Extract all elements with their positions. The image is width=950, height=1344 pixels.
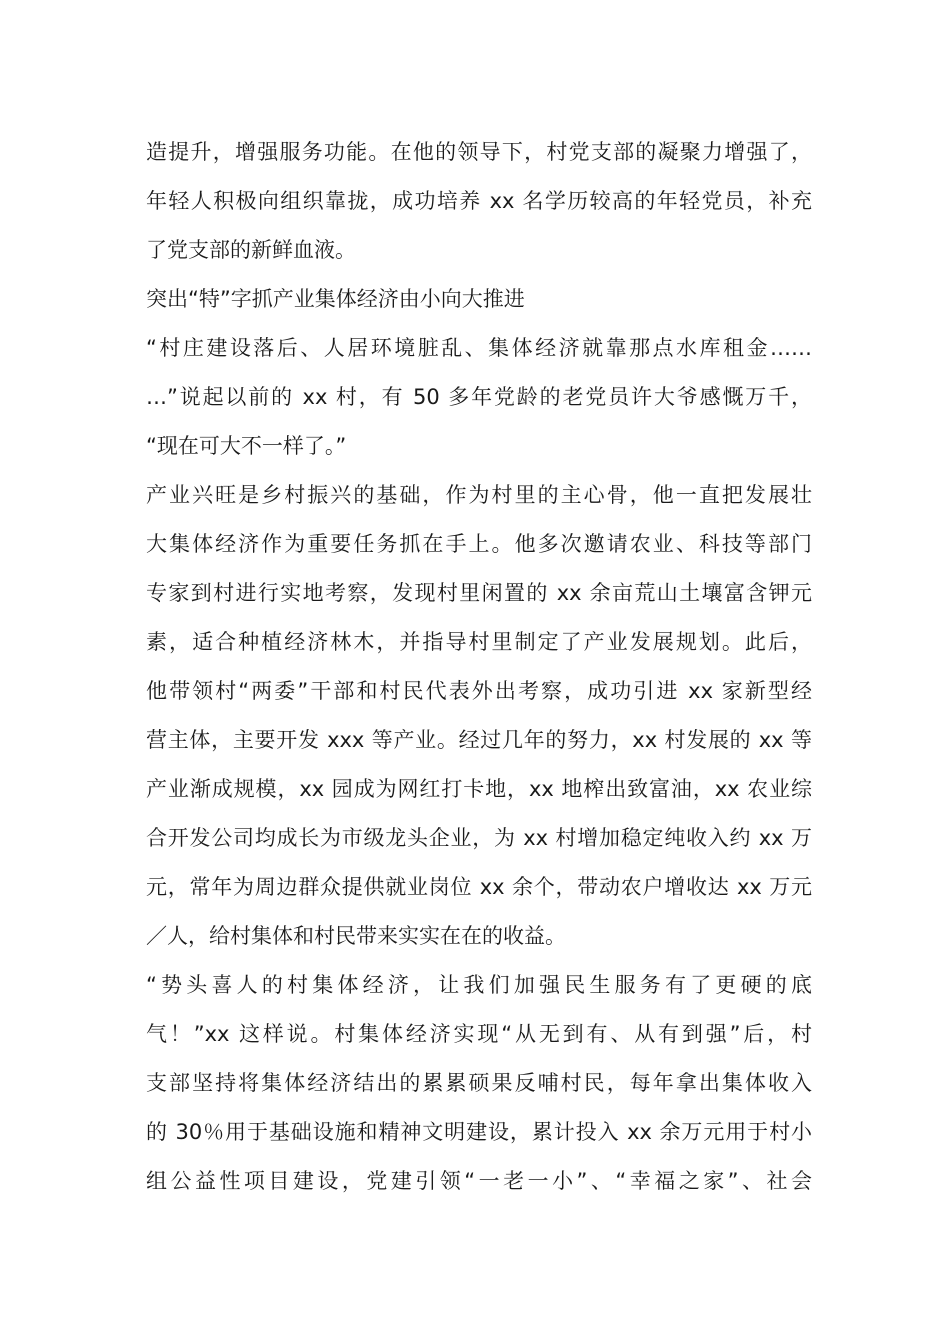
text-line: …”说起以前的 xx 村，有 50 多年党龄的老党员许大爷感慨万千，: [146, 385, 812, 409]
text-line: “势头喜人的村集体经济，让我们加强民生服务有了更硬的底: [146, 973, 812, 997]
text-line: 素，适合种植经济林木，并指导村里制定了产业发展规划。此后，: [146, 630, 812, 654]
text-line: 了党支部的新鲜血液。: [146, 238, 356, 262]
text-line: 元，常年为周边群众提供就业岗位 xx 余个，带动农户增收达 xx 万元: [146, 875, 812, 899]
paragraph: [146, 471, 812, 961]
text-line: 专家到村进行实地考察，发现村里闲置的 xx 余亩荒山土壤富含钾元: [146, 581, 812, 605]
text-line: 产业兴旺是乡村振兴的基础，作为村里的主心骨，他一直把发展壮: [146, 483, 812, 507]
text-line: 产业渐成规模，xx 园成为网红打卡地，xx 地榨出致富油，xx 农业综: [146, 777, 812, 801]
text-line: 合开发公司均成长为市级龙头企业，为 xx 村增加稳定纯收入约 xx 万: [146, 826, 812, 850]
text-line: 气！”xx 这样说。村集体经济实现“从无到有、从有到强”后，村: [146, 1022, 812, 1046]
document-body: [146, 128, 812, 1206]
text-line: 组公益性项目建设，党建引领“一老一小”、“幸福之家”、社会: [146, 1169, 812, 1193]
text-line: “现在可大不一样了。”: [146, 434, 347, 458]
text-line: 年轻人积极向组织靠拢，成功培养 xx 名学历较高的年轻党员，补充: [146, 189, 812, 213]
text-line: 的 30％用于基础设施和精神文明建设，累计投入 xx 余万元用于村小: [146, 1120, 812, 1144]
text-line: ／人，给村集体和村民带来实实在在的收益。: [146, 924, 566, 948]
paragraph: [146, 324, 812, 471]
section-heading: [146, 275, 812, 324]
text-line: 他带领村“两委”干部和村民代表外出考察，成功引进 xx 家新型经: [146, 679, 812, 703]
paragraph: [146, 128, 812, 275]
heading-line: 突出“特”字抓产业集体经济由小向大推进: [146, 287, 525, 311]
text-line: 支部坚持将集体经济结出的累累硕果反哺村民，每年拿出集体收入: [146, 1071, 812, 1095]
paragraph: [146, 961, 812, 1206]
text-line: “村庄建设落后、人居环境脏乱、集体经济就靠那点水库租金……: [146, 336, 812, 360]
text-line: 造提升，增强服务功能。在他的领导下，村党支部的凝聚力增强了，: [146, 140, 812, 164]
text-line: 大集体经济作为重要任务抓在手上。他多次邀请农业、科技等部门: [146, 532, 812, 556]
text-line: 营主体，主要开发 xxx 等产业。经过几年的努力，xx 村发展的 xx 等: [146, 728, 812, 752]
